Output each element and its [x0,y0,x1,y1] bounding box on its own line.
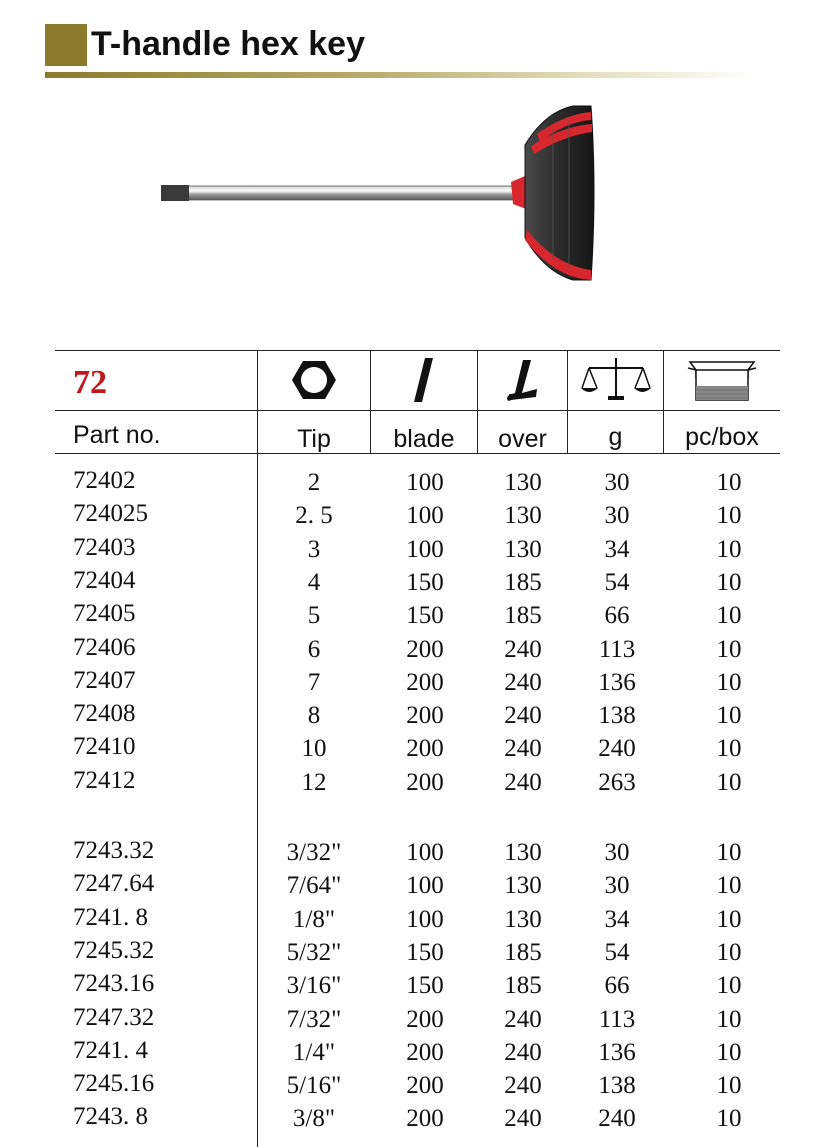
cell-pcbox: 10 [716,535,742,563]
series-number: 72 [73,364,107,401]
cell-pcbox: 10 [716,938,742,966]
cell-part: 7243.16 [73,970,155,998]
cell-g: 240 [598,1105,636,1133]
table-row [55,734,780,767]
cell-tip: 12 [301,768,327,796]
cell-pcbox: 10 [716,735,742,763]
cell-g: 34 [604,905,630,933]
cell-part: 72403 [73,533,136,561]
cell-blade: 200 [406,768,444,796]
page-header [45,24,745,80]
t-handle-hex-key-icon [145,90,615,320]
cell-blade: 100 [406,872,444,900]
cell-g: 263 [598,768,636,796]
cell-part: 7243.32 [73,837,155,864]
cell-part: 72412 [73,766,136,794]
cell-g: 34 [604,535,630,563]
cell-pcbox: 10 [716,668,742,696]
cell-over: 240 [504,702,542,730]
cell-part: 7241. 8 [73,903,148,931]
table-row [55,701,780,734]
overall-length-icon [503,357,543,403]
cell-over: 240 [504,768,542,796]
cell-tip: 3/16" [286,972,342,1000]
cell-over: 240 [504,1105,542,1133]
cell-tip: 1/8" [292,905,336,933]
cell-g: 30 [604,469,630,496]
cell-pcbox: 10 [716,1038,742,1066]
cell-g: 54 [604,568,630,596]
cell-blade: 100 [406,839,444,866]
page-title: T-handle hex key [91,25,365,63]
spec-table [55,350,780,1147]
weight-icon-cell [568,350,663,410]
cell-part: 7247.32 [73,1003,155,1031]
product-image [145,90,615,320]
cell-tip: 4 [307,568,321,596]
cell-over: 130 [504,535,542,563]
cell-tip: 3/8" [292,1105,336,1133]
cell-tip: 7/32" [286,1005,342,1033]
cell-blade: 200 [406,1072,444,1100]
table-row [55,971,780,1004]
cell-g: 30 [604,872,630,900]
box-icon [686,356,758,404]
cell-tip: 10 [301,735,327,763]
tip-icon-cell [258,350,370,410]
cell-over: 240 [504,735,542,763]
cell-g: 136 [598,1038,636,1066]
cell-over: 130 [504,872,542,900]
table-row [55,568,780,601]
cell-over: 185 [504,602,542,630]
cell-g: 138 [598,1072,636,1100]
cell-part: 72410 [73,733,136,761]
cell-pcbox: 10 [716,568,742,596]
cell-blade: 150 [406,972,444,1000]
header-blade: blade [393,425,455,453]
table-row [55,905,780,938]
cell-pcbox: 10 [716,872,742,900]
cell-over: 130 [504,839,542,866]
cell-pcbox: 10 [716,1005,742,1033]
header-over: over [498,425,547,453]
icon-row-rule [55,410,780,411]
cell-pcbox: 10 [716,1105,742,1133]
cell-tip: 2. 5 [295,502,333,530]
cell-pcbox: 10 [716,1072,742,1100]
cell-part: 7247.64 [73,870,155,898]
scale-icon [581,356,651,404]
cell-g: 113 [598,1005,636,1033]
table-row [55,668,780,701]
box-icon-cell [664,350,780,410]
cell-tip: 7 [307,668,321,696]
cell-pcbox: 10 [716,602,742,630]
cell-blade: 150 [406,602,444,630]
header-g: g [608,423,623,451]
cell-g: 30 [604,839,630,866]
cell-over: 130 [504,905,542,933]
cell-part: 7241. 4 [73,1036,148,1064]
cell-tip: 3 [307,535,321,563]
table-row [55,1071,780,1104]
cell-pcbox: 10 [716,768,742,796]
cell-pcbox: 10 [716,839,742,866]
cell-part: 72405 [73,600,136,628]
title-marker [45,24,87,66]
table-row [55,601,780,634]
cell-over: 240 [504,1072,542,1100]
cell-tip: 5/16" [286,1072,342,1100]
cell-g: 136 [598,668,636,696]
cell-over: 185 [504,568,542,596]
cell-pcbox: 10 [716,502,742,530]
hexagon-icon [289,357,339,403]
cell-pcbox: 10 [716,972,742,1000]
cell-part: 7243. 8 [73,1103,148,1131]
cell-g: 138 [598,702,636,730]
cell-over: 240 [504,1038,542,1066]
cell-g: 54 [604,938,630,966]
cell-part: 72408 [73,700,136,728]
cell-blade: 100 [406,469,444,496]
cell-tip: 5 [307,602,321,630]
table-row [55,938,780,971]
cell-g: 66 [604,602,630,630]
table-row [55,838,780,871]
cell-over: 240 [504,1005,542,1033]
cell-pcbox: 10 [716,702,742,730]
cell-over: 185 [504,938,542,966]
table-row [55,535,780,568]
overall-icon-cell [478,350,567,410]
cell-blade: 200 [406,635,444,663]
cell-blade: 200 [406,735,444,763]
cell-tip: 2 [307,469,321,496]
cell-blade: 150 [406,938,444,966]
cell-part: 7245.32 [73,936,155,964]
cell-tip: 5/32" [286,938,342,966]
blade-icon-cell [371,350,477,410]
table-row [55,871,780,904]
cell-blade: 200 [406,1005,444,1033]
cell-part: 72404 [73,566,136,594]
cell-over: 240 [504,668,542,696]
table-row [55,1005,780,1038]
cell-g: 240 [598,735,636,763]
table-row [55,635,780,668]
cell-g: 30 [604,502,630,530]
cell-tip: 3/32" [286,839,342,866]
cell-pcbox: 10 [716,635,742,663]
cell-part: 72402 [73,467,136,494]
cell-part: 72407 [73,666,136,694]
cell-tip: 8 [307,702,321,730]
cell-over: 240 [504,635,542,663]
table-row [55,1038,780,1071]
cell-blade: 200 [406,702,444,730]
cell-g: 66 [604,972,630,1000]
cell-blade: 200 [406,668,444,696]
header-tip: Tip [297,425,331,453]
blade-length-icon [409,355,439,405]
cell-part: 724025 [73,500,148,528]
header-part-no: Part no. [73,421,161,449]
cell-tip: 7/64" [286,872,342,900]
table-row [55,501,780,534]
cell-part: 72406 [73,633,136,661]
cell-blade: 150 [406,568,444,596]
cell-blade: 100 [406,905,444,933]
cell-blade: 100 [406,502,444,530]
table-row [55,468,780,501]
cell-tip: 1/4" [292,1038,336,1066]
cell-over: 130 [504,469,542,496]
table-row [55,1104,780,1137]
cell-blade: 200 [406,1038,444,1066]
cell-g: 113 [598,635,636,663]
cell-blade: 100 [406,535,444,563]
cell-pcbox: 10 [716,905,742,933]
cell-tip: 6 [307,635,321,663]
cell-pcbox: 10 [716,469,742,496]
header-pc-box: pc/box [685,423,759,451]
cell-blade: 200 [406,1105,444,1133]
table-row [55,768,780,801]
cell-part: 7245.16 [73,1070,155,1098]
cell-over: 130 [504,502,542,530]
cell-over: 185 [504,972,542,1000]
title-underline [45,72,755,78]
